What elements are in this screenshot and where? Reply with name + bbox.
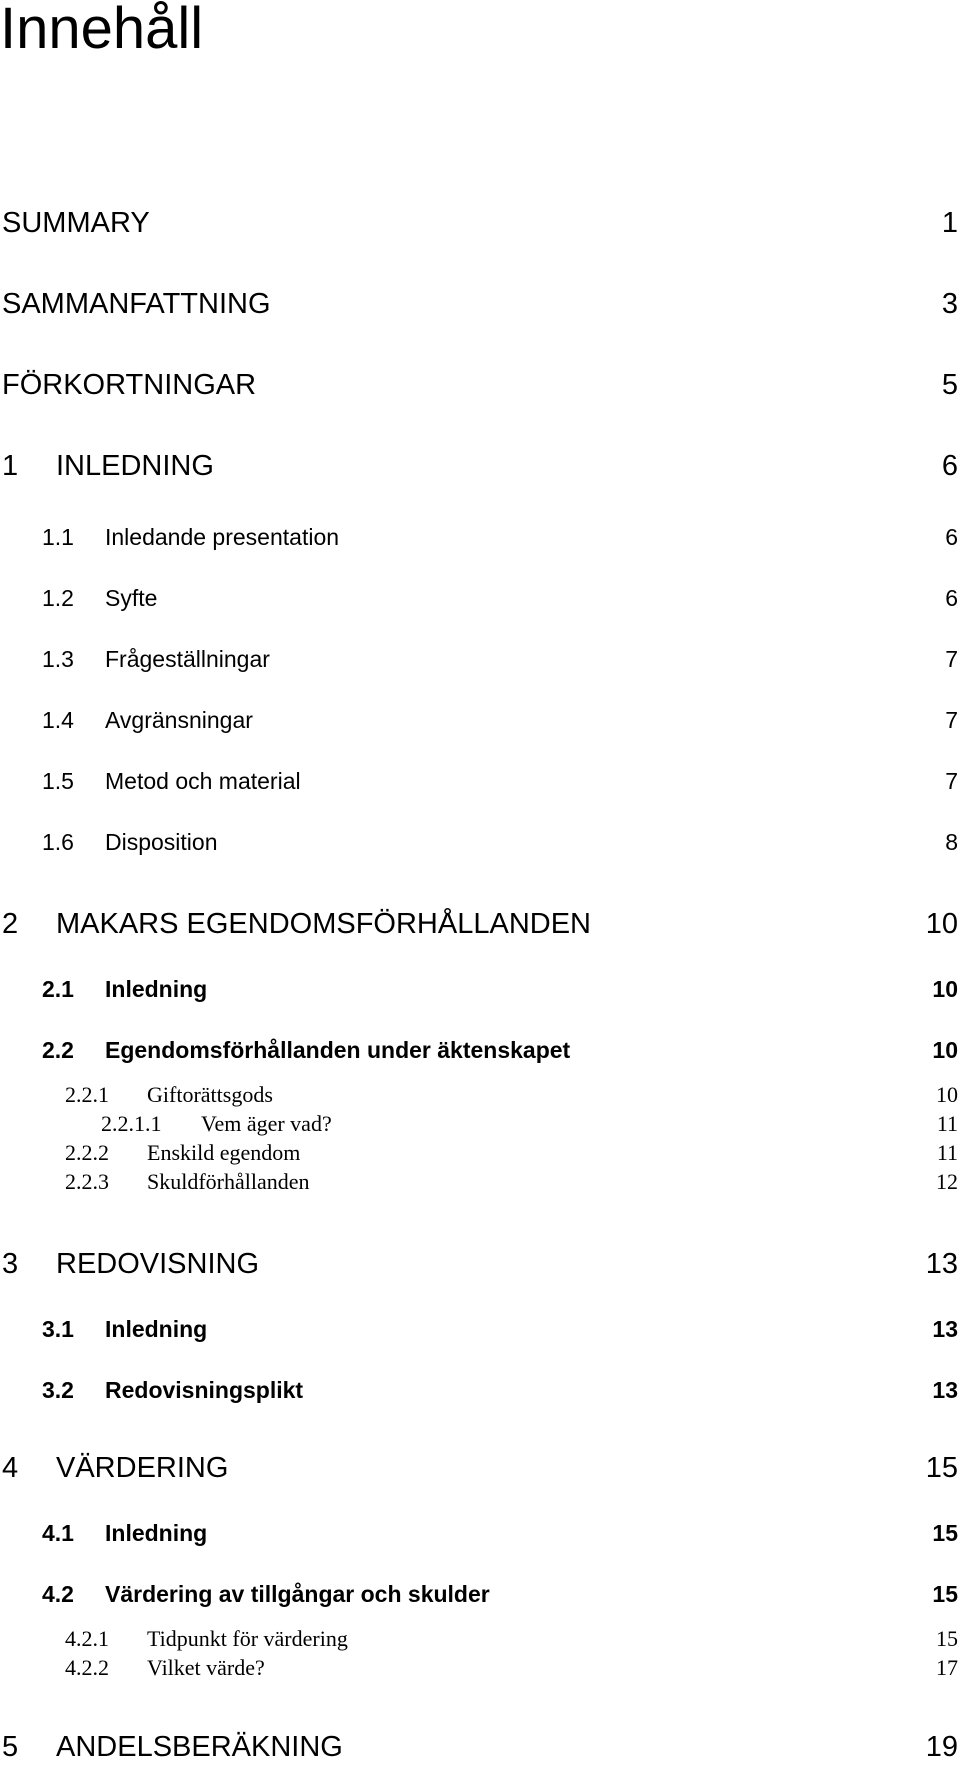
toc-entry-page: 7 <box>945 768 958 794</box>
toc-entry-label: Inledning <box>105 1316 208 1342</box>
toc-entry-number: 4.2.1 <box>65 1626 109 1651</box>
toc-entry-page: 6 <box>941 450 958 482</box>
toc-entry-number: 4.2 <box>42 1581 74 1607</box>
toc-entry-number: 1.2 <box>42 585 74 611</box>
toc-entry-label: Vilket värde? <box>147 1655 265 1680</box>
toc-entry-summary[interactable] <box>0 206 960 240</box>
toc-entry-page: 1 <box>941 207 958 239</box>
toc-entry-page: 11 <box>936 1111 958 1136</box>
toc-entry-number: 2.2.2 <box>65 1140 109 1165</box>
toc-entry-label: Inledande presentation <box>105 524 340 550</box>
toc-entry-page: 10 <box>932 976 958 1002</box>
toc-entry-label: Disposition <box>105 829 218 855</box>
toc-entry-label: SUMMARY <box>2 207 150 239</box>
toc-entry-number: 3.1 <box>42 1316 74 1342</box>
toc-entry-label: ANDELSBERÄKNING <box>56 1731 343 1763</box>
toc-entry-number: 2 <box>2 908 19 940</box>
toc-entry-number: 2.1 <box>42 976 74 1002</box>
toc-entry-page: 6 <box>945 585 958 611</box>
toc-entry-2-2-1[interactable] <box>0 1082 960 1108</box>
toc-entry-label: Vem äger vad? <box>201 1111 332 1136</box>
toc-entry-page: 10 <box>936 1082 958 1107</box>
toc-entry-number: 4.2.2 <box>65 1655 109 1680</box>
toc-entry-number: 1.3 <box>42 646 74 672</box>
toc-entry-page: 12 <box>936 1169 958 1194</box>
toc-entry-1-2[interactable] <box>0 584 960 612</box>
toc-entry-label: SAMMANFATTNING <box>2 288 271 320</box>
toc-entry-page: 15 <box>932 1581 958 1607</box>
toc-entry-2-2[interactable] <box>0 1036 960 1064</box>
toc-entry-page: 15 <box>925 1452 958 1484</box>
toc-entry-2[interactable] <box>0 907 960 941</box>
toc-entry-label: Egendomsförhållanden under äktenskapet <box>105 1037 571 1063</box>
toc-entry-label: Redovisningsplikt <box>105 1377 304 1403</box>
toc-entry-page: 8 <box>945 829 958 855</box>
toc-entry-1-6[interactable] <box>0 828 960 856</box>
toc-entry-1-3[interactable] <box>0 645 960 673</box>
toc-entry-page: 13 <box>932 1377 958 1403</box>
toc-entry-number: 1.1 <box>42 524 74 550</box>
toc-entry-2-1[interactable] <box>0 975 960 1003</box>
toc-entry-label: Skuldförhållanden <box>147 1169 310 1194</box>
toc-entry-number: 3.2 <box>42 1377 74 1403</box>
toc-entry-3[interactable] <box>0 1247 960 1281</box>
toc-entry-number: 3 <box>2 1248 19 1280</box>
toc-entry-number: 2.2.1.1 <box>101 1111 162 1136</box>
toc-entry-page: 15 <box>932 1520 958 1546</box>
toc-entry-2-2-3[interactable] <box>0 1169 960 1195</box>
toc-entry-number: 5 <box>2 1731 19 1763</box>
toc-entry-page: 11 <box>936 1140 958 1165</box>
toc-entry-label: FÖRKORTNINGAR <box>2 369 257 401</box>
toc-entry-label: Metod och material <box>105 768 301 794</box>
toc-entry-2-2-2[interactable] <box>0 1140 960 1166</box>
toc-entry-page: 17 <box>936 1655 958 1680</box>
toc-entry-label: Värdering av tillgångar och skulder <box>105 1581 490 1607</box>
toc-entry-4[interactable] <box>0 1451 960 1485</box>
toc-entry-page: 13 <box>932 1316 958 1342</box>
toc-entry-number: 4.1 <box>42 1520 74 1546</box>
toc-entry-1-4[interactable] <box>0 706 960 734</box>
toc-entry-number: 2.2 <box>42 1037 74 1063</box>
toc-entry-page: 7 <box>945 707 958 733</box>
toc-entry-number: 1.6 <box>42 829 74 855</box>
toc-entry-number: 4 <box>2 1452 19 1484</box>
toc-entry-label: VÄRDERING <box>56 1452 229 1484</box>
toc-entry-label: Tidpunkt för värdering <box>147 1626 348 1651</box>
toc-entry-4-2-1[interactable] <box>0 1626 960 1652</box>
toc-entry-label: Inledning <box>105 1520 208 1546</box>
toc-entry-3-1[interactable] <box>0 1315 960 1343</box>
toc-entry-1-1[interactable] <box>0 523 960 551</box>
toc-entry-1[interactable] <box>0 449 960 483</box>
toc-entry-label: MAKARS EGENDOMSFÖRHÅLLANDEN <box>56 908 591 940</box>
toc-entry-number: 2.2.1 <box>65 1082 109 1107</box>
page-title: Innehåll <box>0 0 204 61</box>
toc-entry-page: 5 <box>941 369 958 401</box>
toc-entry-page: 10 <box>925 908 958 940</box>
toc-entry-number: 1.5 <box>42 768 74 794</box>
toc-entry-label: INLEDNING <box>56 450 214 482</box>
toc-entry-5[interactable] <box>0 1730 960 1764</box>
toc-entry-label: Giftorättsgods <box>147 1082 273 1107</box>
toc-entry-label: Enskild egendom <box>147 1140 301 1165</box>
toc-entry-2-2-1-1[interactable] <box>0 1111 960 1137</box>
toc-entry-label: Avgränsningar <box>105 707 253 733</box>
toc-entry-label: Frågeställningar <box>105 646 270 672</box>
toc-entry-label: Inledning <box>105 976 208 1002</box>
toc-entry-page: 19 <box>925 1731 958 1763</box>
toc-entry-sammanfattning[interactable] <box>0 287 960 321</box>
toc-entry-page: 7 <box>945 646 958 672</box>
toc-entry-4-2[interactable] <box>0 1580 960 1608</box>
toc-entry-page: 6 <box>945 524 958 550</box>
toc-entry-page: 13 <box>925 1248 958 1280</box>
toc-entry-forkortningar[interactable] <box>0 368 960 402</box>
toc-entry-1-5[interactable] <box>0 767 960 795</box>
toc-entry-number: 1 <box>2 450 19 482</box>
toc-entry-page: 10 <box>932 1037 958 1063</box>
toc-entry-page: 15 <box>936 1626 958 1651</box>
toc-entry-4-2-2[interactable] <box>0 1655 960 1681</box>
toc-entry-label: Syfte <box>105 585 158 611</box>
toc-entry-page: 3 <box>941 288 958 320</box>
toc-entry-3-2[interactable] <box>0 1376 960 1404</box>
toc-entry-label: REDOVISNING <box>56 1248 260 1280</box>
toc-entry-number: 2.2.3 <box>65 1169 109 1194</box>
toc-entry-number: 1.4 <box>42 707 74 733</box>
toc-entry-4-1[interactable] <box>0 1519 960 1547</box>
